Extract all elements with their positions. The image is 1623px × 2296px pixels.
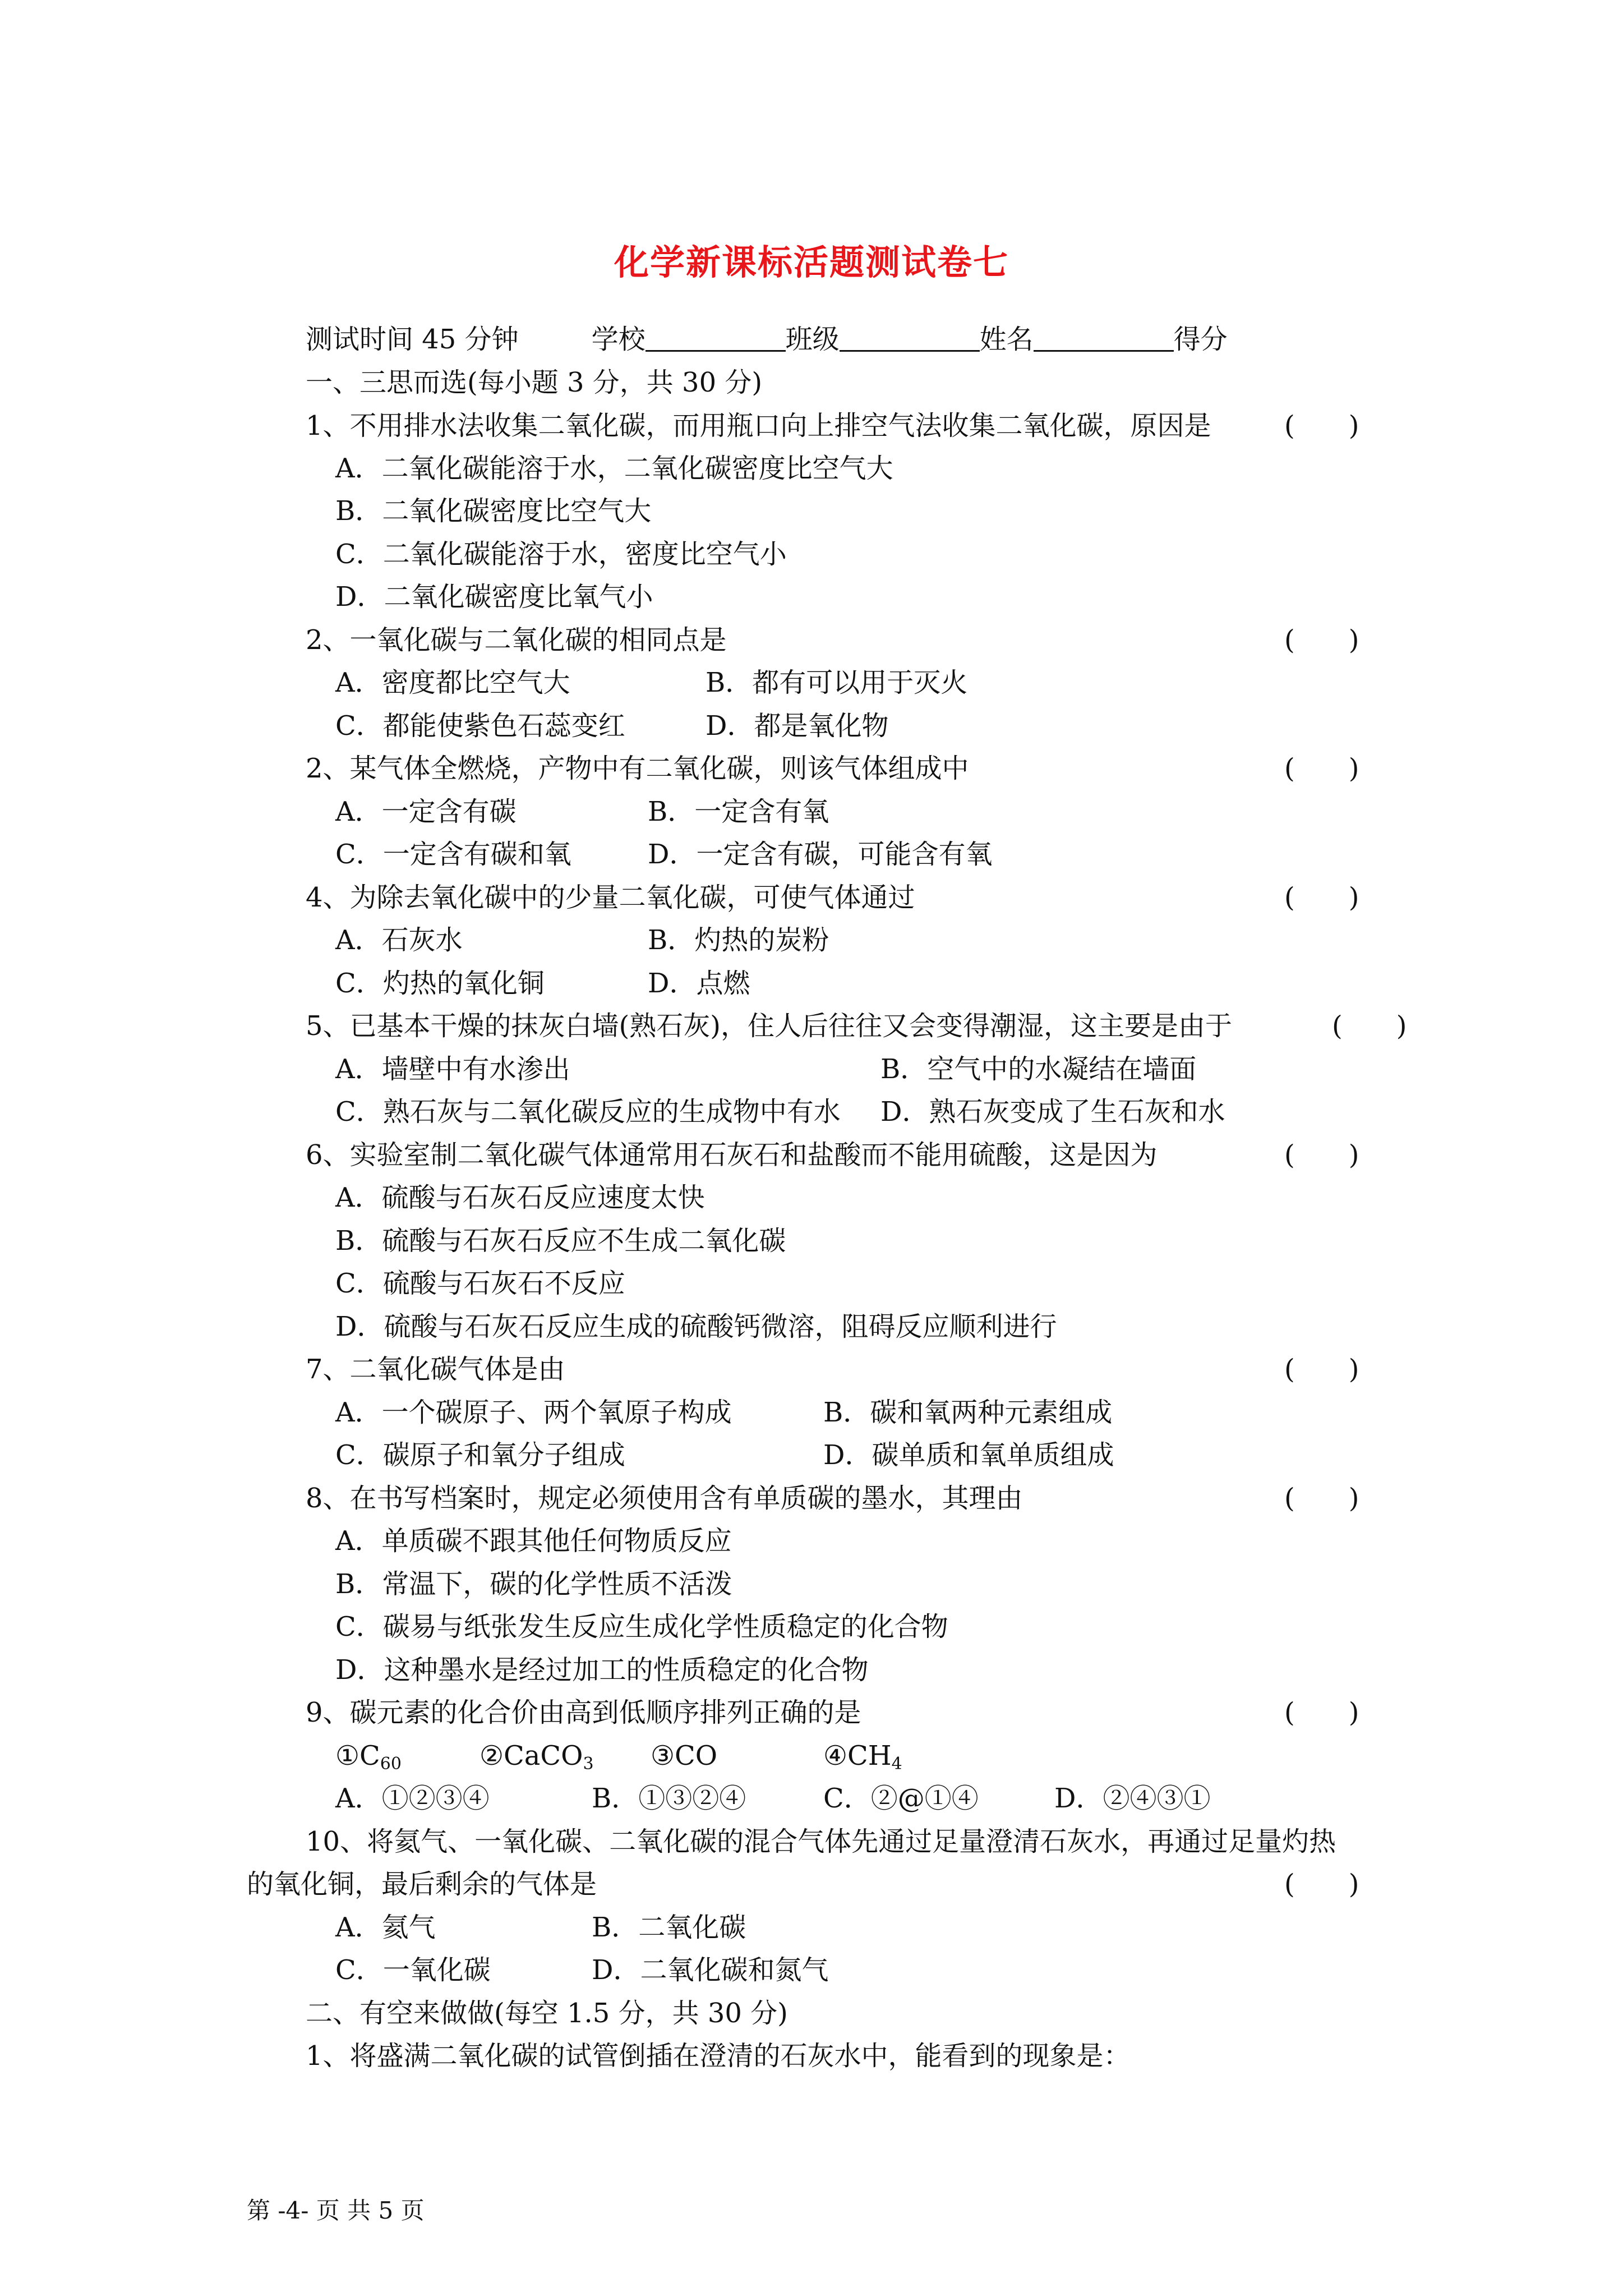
q2-option-c: C．都能使紫色石蕊变红 — [335, 710, 625, 742]
q8-option-c: C．碳易与纸张发生反应生成化学性质稳定的化合物 — [335, 1611, 948, 1642]
q10-stem-line-2: 的氧化铜，最后剩余的气体是 — [247, 1869, 597, 1900]
q2-option-a: A．密度都比空气大 — [335, 667, 570, 698]
q8-option-d: D．这种墨水是经过加工的性质稳定的化合物 — [335, 1654, 869, 1686]
q4-option-a: A．石灰水 — [335, 924, 463, 956]
q4-answer-paren[interactable]: ( ) — [1284, 882, 1359, 913]
section-1-heading: 一、三思而选(每小题 3 分，共 30 分) — [306, 367, 763, 398]
q5-option-d: D．熟石灰变成了生石灰和水 — [880, 1096, 1225, 1128]
q3-stem: 2、某气体全燃烧，产物中有二氧化碳，则该气体组成中 — [306, 753, 969, 784]
q9-answer-paren[interactable]: ( ) — [1284, 1697, 1359, 1728]
q10-option-c: C．一氧化碳 — [335, 1954, 491, 1986]
q6-answer-paren[interactable]: ( ) — [1284, 1139, 1359, 1171]
q10-answer-paren[interactable]: ( ) — [1284, 1869, 1359, 1900]
q3-option-c: C．一定含有碳和氧 — [335, 839, 571, 870]
q8-option-b: B．常温下，碳的化学性质不活泼 — [335, 1568, 732, 1600]
q7-option-a: A．一个碳原子、两个氧原子构成 — [335, 1397, 732, 1428]
page-footer: 第 -4- 页 共 5 页 — [247, 2197, 425, 2224]
q5-option-c: C．熟石灰与二氧化碳反应的生成物中有水 — [335, 1096, 841, 1128]
q8-stem: 8、在书写档案时，规定必须使用含有单质碳的墨水，其理由 — [306, 1483, 1023, 1514]
q9-option-b: B．①③②④ — [592, 1783, 746, 1814]
s2-q1-stem: 1、将盛满二氧化碳的试管倒插在澄清的石灰水中，能看到的现象是： — [306, 2040, 1131, 2072]
q9-stem: 9、碳元素的化合价由高到低顺序排列正确的是 — [306, 1697, 861, 1728]
q8-option-a: A．单质碳不跟其他任何物质反应 — [335, 1525, 732, 1557]
q9-item-1: $①C_{60}$ — [335, 1740, 402, 1774]
q3-option-d: D．一定含有碳，可能含有氧 — [648, 839, 993, 870]
q7-option-c: C．碳原子和氧分子组成 — [335, 1439, 625, 1471]
q6-option-a: A．硫酸与石灰石反应速度太快 — [335, 1182, 705, 1213]
q1-option-b: B．二氧化碳密度比空气大 — [335, 495, 652, 527]
q6-option-c: C．硫酸与石灰石不反应 — [335, 1268, 625, 1299]
score-label: 得分 — [1173, 324, 1228, 355]
q1-stem: 1、不用排水法收集二氧化碳，而用瓶口向上排空气法收集二氧化碳，原因是 — [306, 410, 1211, 441]
q3-option-a: A．一定含有碳 — [335, 796, 517, 827]
q10-stem-line-1: 10、将氦气、一氧化碳、二氧化碳的混合气体先通过足量澄清石灰水，再通过足量灼热 — [306, 1826, 1336, 1857]
q2-answer-paren[interactable]: ( ) — [1284, 624, 1359, 656]
q6-option-b: B．硫酸与石灰石反应不生成二氧化碳 — [335, 1225, 786, 1257]
q1-answer-paren[interactable]: ( ) — [1284, 410, 1359, 441]
q4-option-c: C．灼热的氧化铜 — [335, 968, 545, 999]
name-blank[interactable] — [1034, 323, 1174, 352]
school-blank[interactable] — [645, 323, 786, 352]
q5-option-b: B．空气中的水凝结在墙面 — [880, 1053, 1197, 1085]
q1-option-d: D．二氧化碳密度比氧气小 — [335, 581, 653, 613]
q9-item-3: ③CO — [651, 1740, 718, 1772]
q7-stem: 7、二氧化碳气体是由 — [306, 1354, 565, 1385]
q9-option-c: C．②@①④ — [823, 1783, 979, 1814]
q3-option-b: B．一定含有氧 — [648, 796, 829, 827]
q2-option-b: B．都有可以用于灭火 — [706, 667, 968, 698]
q10-option-d: D．二氧化碳和氮气 — [592, 1954, 829, 1986]
test-time: 测试时间 45 分钟 — [306, 324, 519, 355]
exam-header — [306, 321, 1228, 357]
q5-option-a: A．墙壁中有水渗出 — [335, 1053, 570, 1085]
q2-option-d: D．都是氧化物 — [706, 710, 889, 742]
class-blank[interactable] — [840, 323, 980, 352]
q4-option-b: B．灼热的炭粉 — [648, 924, 829, 956]
section-2-heading: 二、有空来做做(每空 1.5 分，共 30 分) — [306, 1998, 788, 2029]
q9-option-a: A．①②③④ — [335, 1783, 490, 1814]
q9-item-4: $④CH_4$ — [823, 1740, 902, 1774]
q10-option-a: A．氦气 — [335, 1912, 436, 1943]
q5-stem: 5、已基本干燥的抹灰白墙(熟石灰)，住人后往往又会变得潮湿，这主要是由于 — [306, 1010, 1232, 1042]
q7-option-b: B．碳和氧两种元素组成 — [823, 1397, 1113, 1428]
school-label: 学校 — [591, 324, 645, 355]
q10-option-b: B．二氧化碳 — [592, 1912, 746, 1943]
q8-answer-paren[interactable]: ( ) — [1284, 1483, 1359, 1514]
q1-option-c: C．二氧化碳能溶于水，密度比空气小 — [335, 539, 787, 570]
q7-answer-paren[interactable]: ( ) — [1284, 1354, 1359, 1385]
q9-item-2: ②CaCO$_3$ — [479, 1740, 594, 1774]
q3-answer-paren[interactable]: ( ) — [1284, 753, 1359, 784]
q6-option-d: D．硫酸与石灰石反应生成的硫酸钙微溶，阻碍反应顺利进行 — [335, 1311, 1057, 1342]
q6-stem: 6、实验室制二氧化碳气体通常用石灰石和盐酸而不能用硫酸，这是因为 — [306, 1139, 1158, 1171]
page-title: 化学新课标活题测试卷七 — [614, 242, 1009, 283]
q4-stem: 4、为除去氧化碳中的少量二氧化碳，可使气体通过 — [306, 882, 915, 913]
name-label: 姓名 — [979, 324, 1034, 355]
q4-option-d: D．点燃 — [648, 968, 750, 999]
q7-option-d: D．碳单质和氧单质组成 — [823, 1439, 1114, 1471]
q9-option-d: D．②④③① — [1054, 1783, 1211, 1814]
class-label: 班级 — [785, 324, 840, 355]
q1-option-a: A．二氧化碳能溶于水，二氧化碳密度比空气大 — [335, 453, 893, 484]
q2-stem: 2、一氧化碳与二氧化碳的相同点是 — [306, 624, 727, 656]
q5-answer-paren[interactable]: ( ) — [1332, 1010, 1407, 1042]
